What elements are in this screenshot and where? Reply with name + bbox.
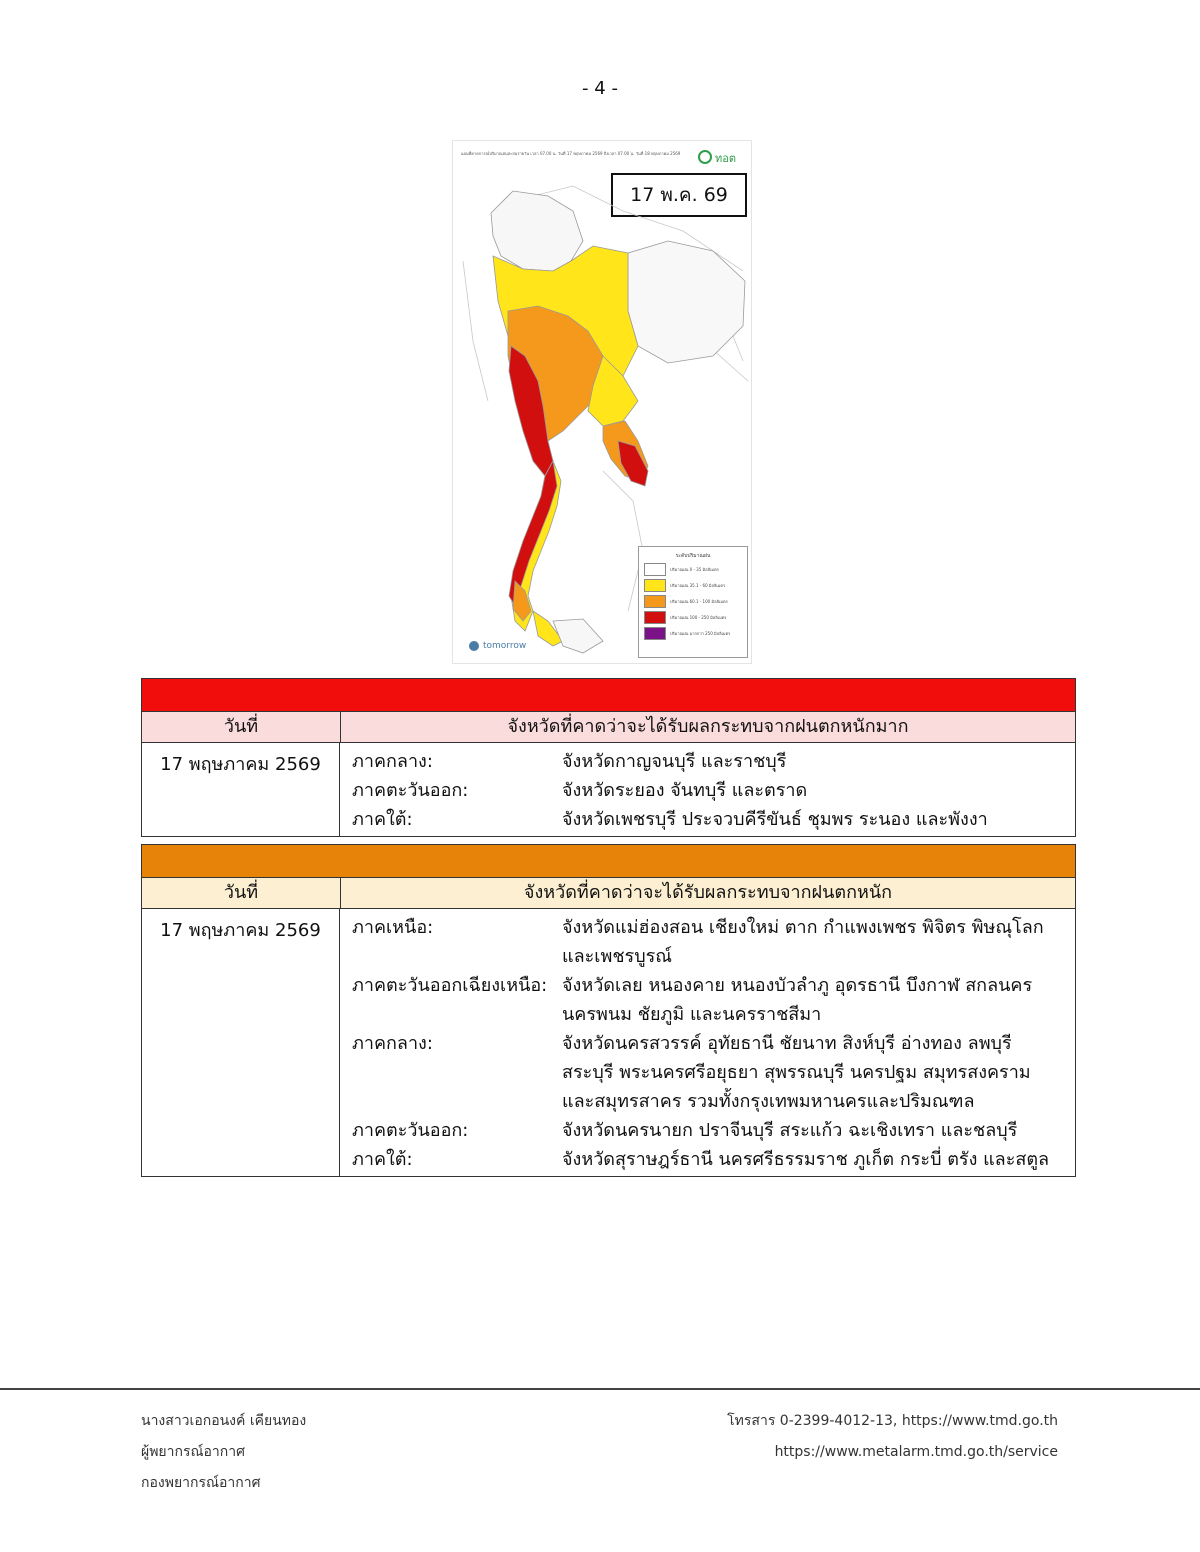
region-label: ภาคใต้: [352, 1149, 413, 1170]
region-entry [352, 971, 1075, 1029]
region-entry [352, 776, 1075, 805]
warning-band-orange [142, 845, 1075, 878]
footer-service-url: https://www.metalarm.tmd.go.th/service [774, 1444, 1058, 1460]
region-entry [352, 913, 1075, 971]
region-provinces: จังหวัดแม่ฮ่องสอน เชียงใหม่ ตาก กำแพงเพชร พิจิตร พิษณุโลก และเพชรบูรณ์ [562, 917, 1044, 967]
column-header-provinces: จังหวัดที่คาดว่าจะได้รับผลกระทบจากฝนตกหนักมาก [507, 716, 909, 737]
legend-label: ปริมาณฝน 35.1 - 60 มิลลิเมตร [670, 583, 726, 588]
region-provinces: จังหวัดกาญจนบุรี และราชบุรี [562, 751, 787, 772]
footer-contact-block [727, 1406, 1058, 1468]
table-header [142, 878, 1075, 909]
row-provinces [340, 743, 1075, 836]
region-provinces: จังหวัดเลย หนองคาย หนองบัวลำภู อุดรธานี บึงกาฬ สกลนคร นครพนม ชัยภูมิ และนครราชสีมา [562, 975, 1033, 1025]
legend-item [644, 627, 747, 640]
map-legend [638, 546, 748, 658]
rainfall-forecast-map [452, 140, 752, 664]
tomorrow-logo-text: tomorrow [483, 641, 527, 651]
legend-swatch [644, 595, 666, 608]
legend-item [644, 595, 747, 608]
legend-label: ปริมาณฝน 60.1 - 100 มิลลิเมตร [670, 599, 728, 604]
legend-swatch [644, 563, 666, 576]
region-label: ภาคใต้: [352, 809, 413, 830]
legend-label: ปริมาณฝน 0 - 35 มิลลิเมตร [670, 567, 719, 572]
column-header-date: วันที่ [142, 878, 341, 908]
region-entry [352, 1116, 1075, 1145]
legend-label: ปริมาณฝน มากกว่า 250 มิลลิเมตร [670, 631, 731, 636]
legend-label: ปริมาณฝน 100 - 250 มิลลิเมตร [670, 615, 727, 620]
column-header-provinces: จังหวัดที่คาดว่าจะได้รับผลกระทบจากฝนตกหนัก [523, 882, 893, 903]
region-entry [352, 1029, 1075, 1116]
region-label: ภาคกลาง: [352, 1033, 433, 1054]
legend-title: ระดับปริมาณฝน [675, 553, 711, 559]
legend-item [644, 563, 747, 576]
region-label: ภาคตะวันออกเฉียงเหนือ: [352, 975, 548, 996]
column-header-date: วันที่ [142, 712, 341, 742]
map-date-box: 17 พ.ค. 69 [611, 173, 747, 217]
table-row [142, 743, 1075, 836]
footer-author-name: นางสาวเอกอนงค์ เคียนทอง [141, 1413, 307, 1429]
region-provinces: จังหวัดนครนายก ปราจีนบุรี สระแก้ว ฉะเชิงเทรา และชลบุรี [562, 1120, 1018, 1141]
footer-author-role: ผู้พยากรณ์อากาศ [141, 1444, 245, 1460]
footer-author-block [141, 1406, 306, 1499]
footer-fax-website: โทรสาร 0-2399-4012-13, https://www.tmd.go.th [727, 1413, 1058, 1429]
region-label: ภาคเหนือ: [352, 917, 434, 938]
row-provinces [340, 909, 1075, 1176]
region-entry [352, 1145, 1075, 1174]
tomorrow-logo-icon [469, 641, 479, 651]
region-provinces: จังหวัดเพชรบุรี ประจวบคีรีขันธ์ ชุมพร ระนอง และพังงา [562, 809, 988, 830]
row-date: 17 พฤษภาคม 2569 [142, 743, 340, 836]
region-entry [352, 747, 1075, 776]
very-heavy-rain-table [141, 678, 1076, 837]
footer-division: กองพยากรณ์อากาศ [141, 1475, 261, 1491]
table-row [142, 909, 1075, 1176]
region-provinces: จังหวัดนครสวรรค์ อุทัยธานี ชัยนาท สิงห์บุรี อ่างทอง ลพบุรี สระบุรี พระนครศรีอยุธยา สุพรรณบุรี นครปฐม สมุทรสงคราม และสมุทรสาคร รวมทั้งกรุงเทพมหานครและปริมณฑล [562, 1033, 1031, 1112]
region-label: ภาคตะวันออก: [352, 780, 469, 801]
legend-item [644, 611, 747, 624]
region-label: ภาคตะวันออก: [352, 1120, 469, 1141]
legend-swatch [644, 579, 666, 592]
page-number: - 4 - [582, 78, 618, 99]
heavy-rain-table [141, 844, 1076, 1177]
legend-swatch [644, 627, 666, 640]
legend-item [644, 579, 747, 592]
logo-text: ทอต [715, 152, 737, 165]
footer-divider [0, 1388, 1200, 1390]
region-provinces: จังหวัดระยอง จันทบุรี และตราด [562, 780, 808, 801]
row-date: 17 พฤษภาคม 2569 [142, 909, 340, 1176]
legend-swatch [644, 611, 666, 624]
region-label: ภาคกลาง: [352, 751, 433, 772]
region-provinces: จังหวัดสุราษฎร์ธานี นครศรีธรรมราช ภูเก็ต กระบี่ ตรัง และสตูล [562, 1149, 1050, 1170]
map-header-text: แผนที่คาดการณ์ปริมาณฝนสะสมรายวัน เวลา 07.00 น. วันที่ 17 พฤษภาคม 2569 ถึงเวลา 07.00 น. วันที่ 18 พฤษภาคม 2569 [461, 151, 681, 156]
tomorrow-logo [469, 641, 526, 651]
region-entry [352, 805, 1075, 834]
warning-band-red [142, 679, 1075, 712]
table-header [142, 712, 1075, 743]
